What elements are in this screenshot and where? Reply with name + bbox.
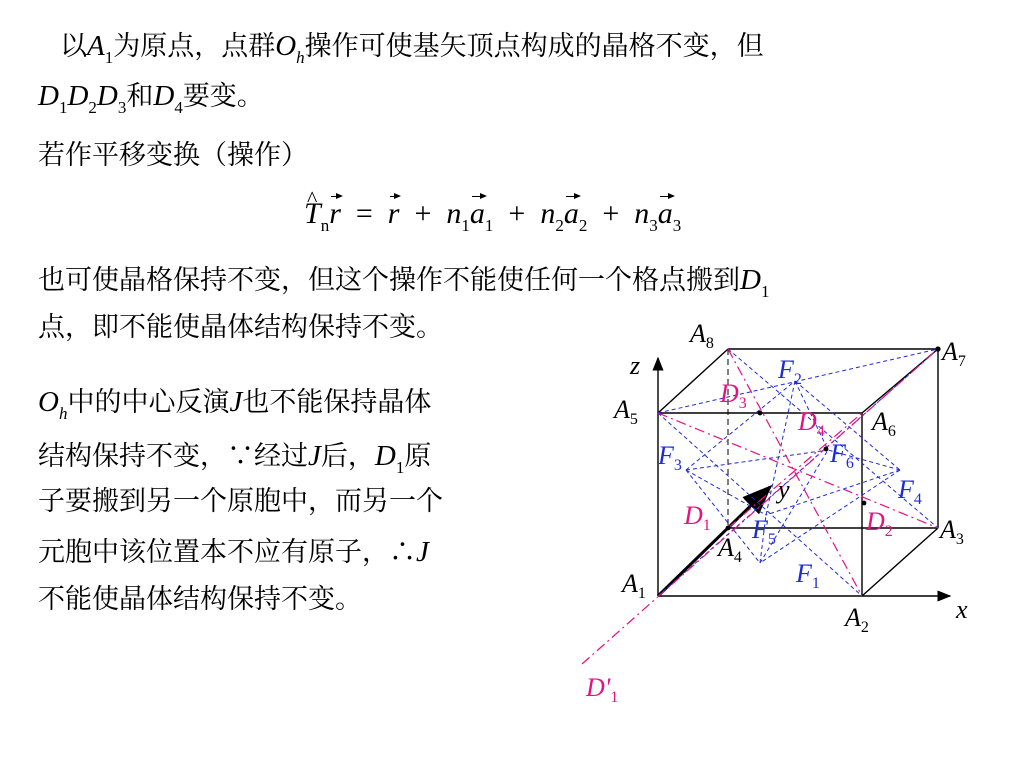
label-A6: $A_6$ [872,407,896,440]
paragraph-inversion-line4: 元胞中该位置本不应有原子，∴J [38,536,429,568]
label-D1: $D_1$ [684,501,711,534]
label-A2: $A_2$ [845,603,869,636]
symbol-Oh: $O_h$ [275,30,305,67]
intro-text-5: 要变。 [182,81,264,112]
label-F6: $F_6$ [830,439,854,472]
label-F1: $F_1$ [796,559,820,592]
intro-text-1: 以 [60,31,87,62]
label-axis-x: x [956,595,968,624]
paragraph-inversion: $O_h$中的中心反演J也不能保持晶体 [38,386,432,423]
because-symbol: ∵ [227,441,254,472]
symbol-D1: $D_1$ [740,264,770,301]
label-D4: $D_4$ [798,407,825,440]
label-D2: $D_2$ [866,507,893,540]
symbol-D3: $D_3$ [96,80,127,117]
paragraph-inversion-line2: 结构保持不变，∵经过J后，$D_1$原 [38,440,432,477]
label-F5: $F_5$ [752,515,776,548]
vector-a3: a [658,190,673,238]
symbol-D1: $D_1$ [374,440,405,477]
symbol-D4: $D_4$ [153,80,183,117]
operator-T: ^ T [304,190,321,238]
intro-text-2: 为原点，点群 [113,31,276,62]
vector-a1: a [470,190,485,238]
paragraph-translation: 若作平移变换（操作） [38,140,308,171]
paragraph-lattice-line2: 点，即不能使晶体结构保持不变。 [38,312,443,343]
label-A7: $A_7$ [942,337,966,370]
label-axis-y: y [778,475,790,504]
label-A1: $A_1$ [622,569,646,602]
vector-r: r [329,190,341,238]
symbol-D1: $D_1$ [38,80,68,117]
symbol-A1: $A_1$ [87,30,114,67]
label-A3: $A_3$ [940,515,964,548]
paragraph-inversion-line5: 不能使晶体结构保持不变。 [38,584,362,615]
label-axis-z: z [630,351,641,380]
label-F3: $F_3$ [658,441,682,474]
label-A5: $A_5$ [614,395,638,428]
intro-text-3: 操作可使基矢顶点构成的晶格不变，但 [304,31,764,62]
paragraph-lattice: 也可使晶格保持不变，但这个操作不能使任何一个格点搬到$D_1$ [38,264,770,301]
label-D3: $D_3$ [720,379,747,412]
label-D-prime-1: $D'_1$ [586,673,619,706]
diagram-labels [585,319,968,706]
vector-a2: a [564,190,579,238]
label-F2: $F_2$ [778,355,802,388]
intro-text-4: 和 [126,81,154,112]
label-A4: $A_4$ [718,533,742,566]
paragraph-inversion-line3: 子要搬到另一个原胞中，而另一个 [38,486,443,517]
translation-equation: ^ $T_nr = r + n_1a_1 + n_2a_2 + n_3a_3$ [304,190,681,242]
therefore-symbol: ∴ [389,537,416,568]
symbol-D2: $D_2$ [67,80,97,117]
symbol-Oh: $O_h$ [38,386,68,423]
symbol-J: J [229,386,243,418]
label-F4: $F_4$ [898,475,922,508]
label-A8: $A_8$ [690,319,714,352]
